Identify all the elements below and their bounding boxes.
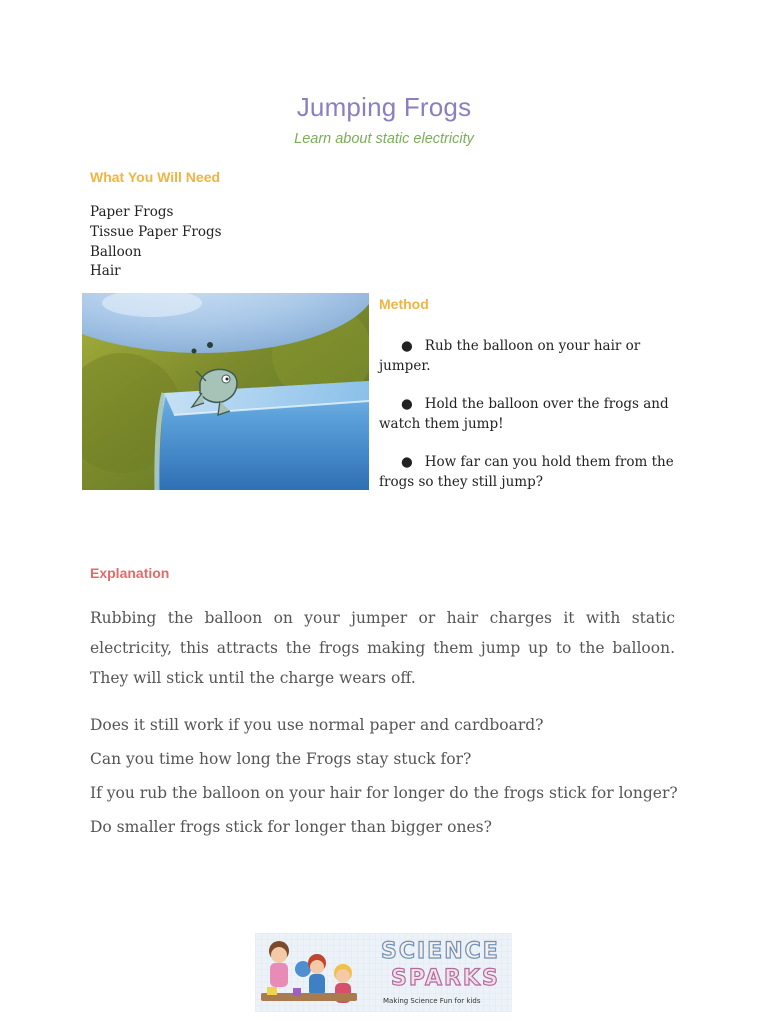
bullet-icon: ●	[401, 338, 413, 354]
list-item: ● Hold the balloon over the frogs and watch them jump!	[379, 396, 669, 432]
needs-list	[90, 203, 222, 282]
method-heading: Method	[379, 296, 429, 312]
explanation-text: Rubbing the balloon on your jumper or hair charges it with static electricity, this attracts the frogs making them jump up to the balloon. They will stick until the charge wears off.	[90, 609, 675, 687]
list-item: Tissue Paper Frogs	[90, 223, 222, 240]
logo-line1: SCIENCE	[381, 939, 500, 964]
question: If you rub the balloon on your hair for longer do the frogs stick for longer?	[90, 784, 678, 802]
list-item: ● Rub the balloon on your hair or jumper.	[379, 338, 641, 374]
question: Can you time how long the Frogs stay stuck for?	[90, 750, 472, 768]
method-list	[379, 336, 679, 510]
explanation-heading: Explanation	[90, 565, 170, 581]
logo-line2: SPARKS	[391, 966, 500, 991]
bullet-icon: ●	[401, 454, 413, 470]
needs-heading: What You Will Need	[90, 169, 221, 185]
science-sparks-logo	[255, 933, 512, 1012]
question: Does it still work if you use normal paper and cardboard?	[90, 716, 544, 734]
page-subtitle: Learn about static electricity	[294, 131, 474, 147]
bullet-icon: ●	[401, 396, 413, 412]
page-title: Jumping Frogs	[296, 92, 472, 122]
logo-tagline: Making Science Fun for kids	[383, 997, 481, 1005]
list-item: Paper Frogs	[90, 204, 174, 220]
question: Do smaller frogs stick for longer than bigger ones?	[90, 818, 492, 836]
list-item: Hair	[90, 263, 121, 280]
list-item: Balloon	[90, 243, 142, 260]
balloon-frog-photo	[82, 293, 369, 490]
list-item: ● How far can you hold them from the frogs so they still jump?	[379, 454, 674, 490]
